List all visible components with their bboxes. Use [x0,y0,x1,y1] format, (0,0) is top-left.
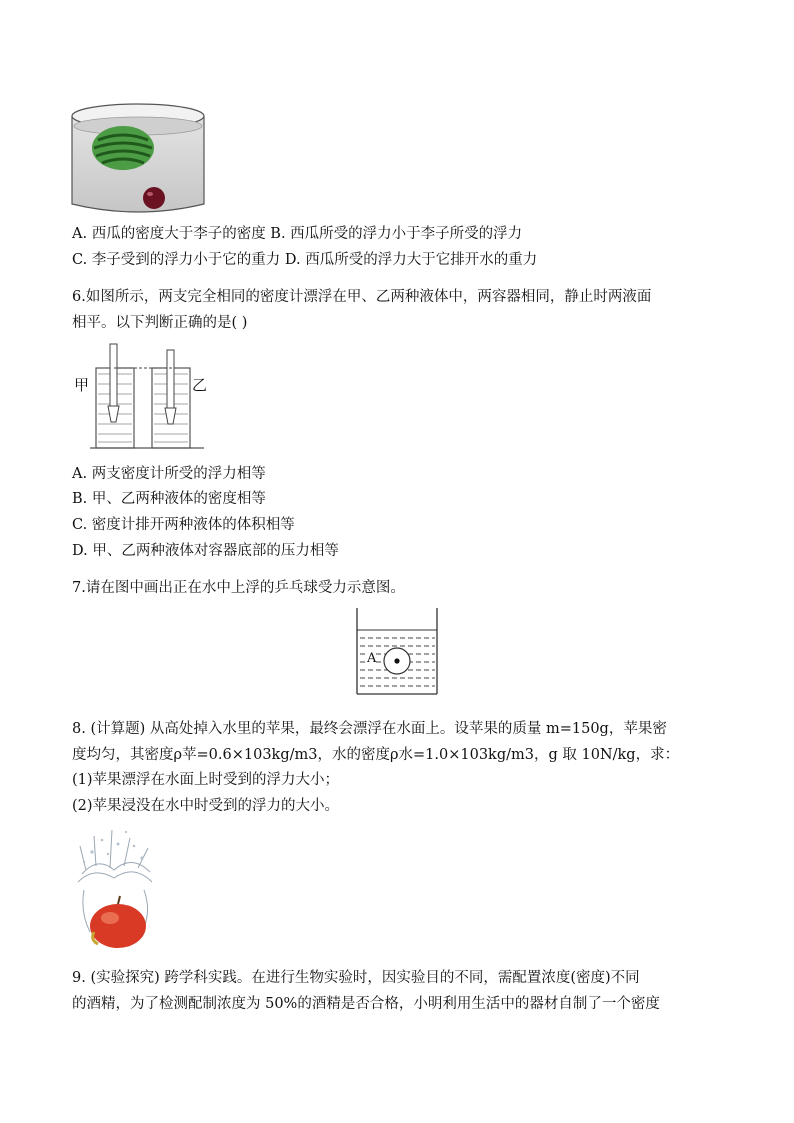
hydrometer-figure [72,340,212,452]
q9-stem-line1: 9. (实验探究) 跨学科实践。在进行生物实验时，因实验目的不同，需配置浓度(密度)不同 [72,970,640,986]
label-yi: 乙 [192,376,208,394]
plum-icon [143,187,165,209]
q6-stem-line2: 相平。以下判断正确的是( ) [72,315,248,331]
label-jia: 甲 [74,376,90,394]
watermelon-plum-figure [68,100,208,216]
q7-stem: 7.请在图中画出正在水中上浮的乒乓球受力示意图。 [72,580,405,596]
q5-options-line2: C. 李子受到的浮力小于它的重力 D. 西瓜所受的浮力大于它排开水的重力 [72,252,538,268]
q8-stem-line2: 度均匀，其密度ρ苹=0.6×103kg/m3，水的密度ρ水=1.0×103kg/m3，g 取 10N/kg，求： [72,747,680,763]
q8-sub2: (2)苹果浸没在水中时受到的浮力的大小。 [72,798,340,814]
q6-option-a: A. 两支密度计所受的浮力相等 [72,466,266,482]
q8-stem-line1: 8. (计算题) 从高处掉入水里的苹果，最终会漂浮在水面上。设苹果的质量 m=150g，苹果密 [72,721,667,737]
q6-stem-line1: 6.如图所示，两支完全相同的密度计漂浮在甲、乙两种液体中，两容器相同，静止时两液面 [72,289,652,305]
pingpong-figure [354,606,440,698]
q9-stem-line2: 的酒精，为了检测配制浓度为 50%的酒精是否合格，小明利用生活中的器材自制了一个密度 [72,996,660,1012]
apple-icon [90,896,146,948]
watermelon-icon [92,126,154,170]
q5-options-line1: A. 西瓜的密度大于李子的密度 B. 西瓜所受的浮力小于李子所受的浮力 [72,226,523,242]
q6-option-b: B. 甲、乙两种液体的密度相等 [72,491,266,507]
q8-sub1: (1)苹果漂浮在水面上时受到的浮力大小； [72,772,340,788]
apple-splash-figure [72,826,156,952]
q6-option-d: D. 甲、乙两种液体对容器底部的压力相等 [72,543,339,559]
ball-label: A [367,651,377,666]
q6-option-c: C. 密度计排开两种液体的体积相等 [72,517,295,533]
